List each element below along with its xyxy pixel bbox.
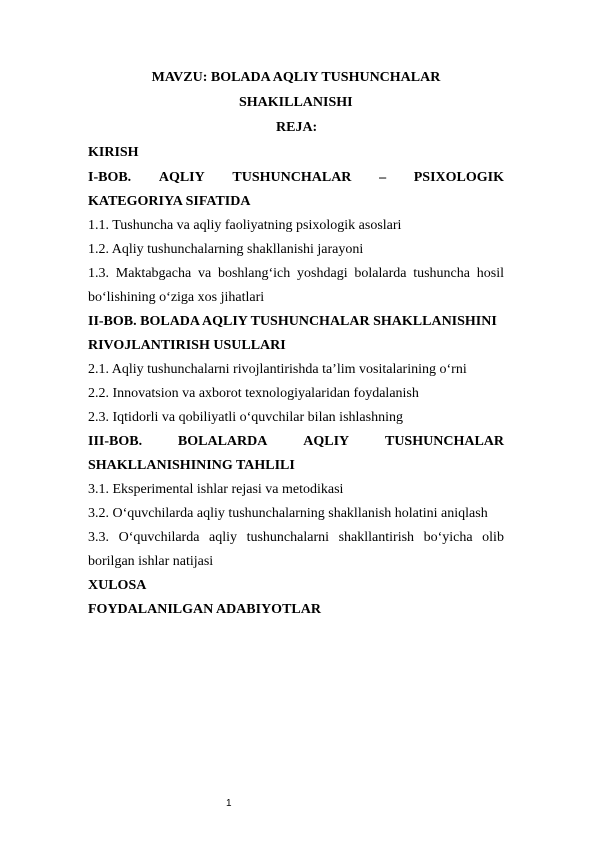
section-3-3-line1 bbox=[88, 530, 504, 546]
section-1-3-line2: bo‘lishining o‘ziga xos jihatlari bbox=[88, 290, 265, 305]
section-2-1: 2.1. Aqliy tushunchalarni rivojlantirishda ta’lim vositalarining o‘rni bbox=[88, 362, 467, 377]
chapter3-word: AQLIY bbox=[303, 434, 350, 449]
chapter1-word: AQLIY bbox=[158, 170, 205, 185]
section-3-3-word: shakllantirish bbox=[338, 530, 415, 545]
page-number: 1 bbox=[226, 798, 232, 809]
section-1-3-word: 1.3. bbox=[88, 266, 109, 281]
section-1-1: 1.1. Tushuncha va aqliy faoliyatning psixologik asoslari bbox=[88, 218, 402, 233]
section-3-3-word: 3.3. bbox=[88, 530, 109, 545]
chapter3-word: BOLALARDA bbox=[177, 434, 268, 449]
section-3-3-word: olib bbox=[482, 530, 504, 545]
section-1-3-word: va bbox=[197, 266, 212, 281]
chapter3-word: TUSHUNCHALAR bbox=[384, 434, 504, 449]
section-3-3-word: aqliy bbox=[209, 530, 238, 545]
section-1-3-word: Maktabgacha bbox=[115, 266, 192, 281]
chapter1-word: PSIXOLOGIK bbox=[413, 170, 504, 185]
section-3-3-word: tushunchalarni bbox=[246, 530, 330, 545]
section-3-2: 3.2. O‘quvchilarda aqliy tushunchalarning shakllanish holatini aniqlash bbox=[88, 506, 488, 521]
section-1-3-word: hosil bbox=[476, 266, 504, 281]
chapter1-word: TUSHUNCHALAR bbox=[232, 170, 352, 185]
chapter2-heading-line2: RIVOJLANTIRISH USULLARI bbox=[88, 338, 286, 353]
chapter1-heading-line1 bbox=[88, 170, 504, 186]
section-3-3-line2: borilgan ishlar natijasi bbox=[88, 554, 214, 569]
section-1-3-word: boshlang‘ich bbox=[217, 266, 291, 281]
plan-heading: REJA: bbox=[276, 120, 318, 135]
section-1-3-word: yoshdagi bbox=[297, 266, 348, 281]
title-line-1: MAVZU: BOLADA AQLIY TUSHUNCHALAR bbox=[151, 70, 441, 85]
intro-heading: KIRISH bbox=[88, 145, 139, 160]
section-3-3-word: bo‘yicha bbox=[423, 530, 473, 545]
references-heading: FOYDALANILGAN ADABIYOTLAR bbox=[88, 602, 321, 617]
section-1-3-word: tushuncha bbox=[413, 266, 470, 281]
section-3-1: 3.1. Eksperimental ishlar rejasi va metodikasi bbox=[88, 482, 344, 497]
chapter1-heading-line2: KATEGORIYA SIFATIDA bbox=[88, 194, 251, 209]
chapter2-heading-text: II-BOB. BOLADA AQLIY TUSHUNCHALAR SHAKLLANISHINI bbox=[88, 314, 497, 329]
conclusion-heading: XULOSA bbox=[88, 578, 147, 593]
chapter1-word: I-BOB. bbox=[88, 170, 132, 185]
section-1-3-line1 bbox=[88, 266, 504, 282]
section-2-3: 2.3. Iqtidorli va qobiliyatli o‘quvchilar bilan ishlashning bbox=[88, 410, 403, 425]
chapter3-word: III-BOB. bbox=[88, 434, 143, 449]
chapter3-heading-line1 bbox=[88, 434, 504, 450]
chapter1-word: – bbox=[379, 170, 387, 185]
title-line-2: SHAKILLANISHI bbox=[239, 95, 353, 110]
section-2-2: 2.2. Innovatsion va axborot texnologiyalaridan foydalanish bbox=[88, 386, 419, 401]
chapter3-heading-line2: SHAKLLANISHINING TAHLILI bbox=[88, 458, 295, 473]
section-1-2: 1.2. Aqliy tushunchalarning shakllanishi jarayoni bbox=[88, 242, 364, 257]
chapter2-heading-line1 bbox=[88, 314, 504, 330]
section-1-3-word: bolalarda bbox=[354, 266, 407, 281]
section-3-3-word: O‘quvchilarda bbox=[118, 530, 200, 545]
